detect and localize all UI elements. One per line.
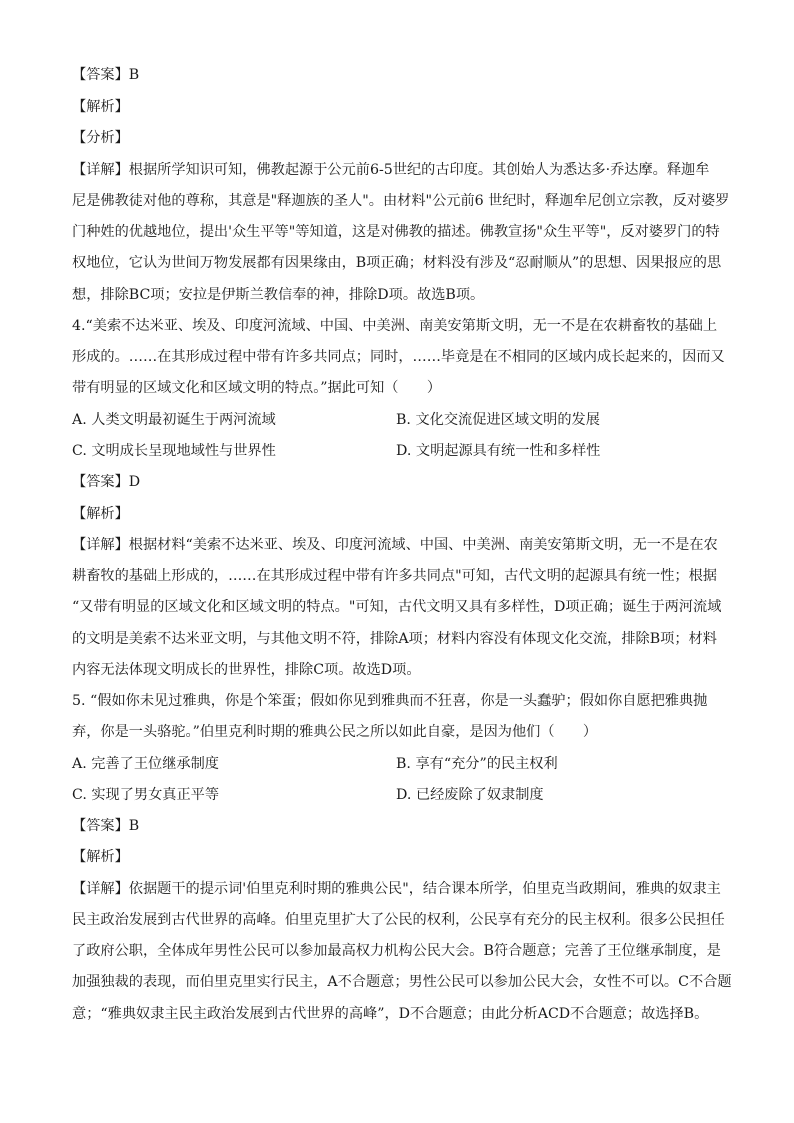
q4-detail-line: “又带有明显的区域文化和区域文明的特点。"可知，古代文明又具有多样性，D项正确；诞生于两河流域 [72,599,722,615]
q5-stem-line: 弃，你是一头骆驼。”伯里克利时期的雅典公民之所以如此自豪，是因为他们（ ） [72,724,598,740]
q3-detail-line: 【详解】根据所学知识可知，佛教起源于公元前6-5世纪的古印度。其创始人为悉达多·乔达摩。释迦牟 [72,162,710,178]
q4-detail-line: 内容无法体现文明成长的世界性，排除C项。故选D项。 [72,662,421,678]
q4-jiexi: 【解析】 [72,506,129,522]
q3-detail-line: 门种姓的优越地位，提出'众生平等"等知道，这是对佛教的描述。佛教宣扬"众生平等"，反对婆罗门的特 [72,224,720,240]
q5-option-d: D. 已经废除了奴隶制度 [396,787,544,803]
q4-stem-line: 带有明显的区域文化和区域文明的特点。”据此可知（ ） [72,380,442,396]
q3-fenxi: 【分析】 [72,130,129,146]
q5-detail-line: 意；“雅典奴隶主民主政治发展到古代世界的高峰”，D不合题意；由此分析ACD不合题意；故选择B。 [72,1006,709,1022]
q5-detail-line: 民主政治发展到古代世界的高峰。伯里克里扩大了公民的权利，公民享有充分的民主权利。很多公民担任 [72,912,725,928]
q5-answer: 【答案】B [72,818,140,834]
q4-stem-line: 4.“美索不达米亚、埃及、印度河流域、中国、中美洲、南美安第斯文明，无一不是在农耕畜牧的基础上 [72,318,718,334]
q5-detail-line: 【详解】依据题干的提示词'伯里克利时期的雅典公民"，结合课本所学，伯里克当政期间，雅典的奴隶主 [72,881,721,897]
q4-option-d: D. 文明起源具有统一性和多样性 [396,443,601,459]
q5-detail-line: 加强独裁的表现，而伯里克里实行民主，A不合题意；男性公民可以参加公民大会，女性不可以。C不合题 [72,974,732,990]
q5-detail-line: 了政府公职，全体成年男性公民可以参加最高权力机构公民大会。B符合题意；完善了王位继承制度，是 [72,943,721,959]
q4-option-b: B. 文化交流促进区域文明的发展 [396,412,600,428]
q5-stem-line: 5. “假如你未见过雅典，你是个笨蛋；假如你见到雅典而不狂喜，你是一头蠢驴；假如你自愿把雅典抛 [72,693,708,709]
q3-detail-line: 权地位，它认为世间万物发展都有因果缘由，B项正确；材料没有涉及“忍耐顺从”的思想、因果报应的思 [72,255,722,271]
q5-option-a: A. 完善了王位继承制度 [72,756,219,772]
q3-answer: 【答案】B [72,67,140,83]
q4-detail-line: 耕畜牧的基础上形成的，……在其形成过程中带有许多共同点"可知，古代文明的起源具有统一性；根据 [72,568,717,584]
q4-option-a: A. 人类文明最初诞生于两河流域 [72,412,276,428]
q4-detail-line: 【详解】根据材料“美索不达米亚、埃及、印度河流域、中国、中美洲、南美安第斯文明，无一不是在农 [72,537,718,553]
q5-jiexi: 【解析】 [72,849,129,865]
q5-option-c: C. 实现了男女真正平等 [72,787,220,803]
q3-detail-line: 尼是佛教徒对他的尊称，其意是"释迦族的圣人"。由材料"公元前6 世纪时，释迦牟尼创立宗教，反对婆罗 [72,193,730,209]
q4-option-c: C. 文明成长呈现地域性与世界性 [72,443,276,459]
q4-detail-line: 的文明是美索不达米亚文明，与其他文明不符，排除A项；材料内容没有体现文化交流，排除B项；材料 [72,631,717,647]
q3-jiexi: 【解析】 [72,99,129,115]
q4-stem-line: 形成的。……在其形成过程中带有许多共同点；同时，……毕竟是在不相同的区域内成长起来的，因而又 [72,349,725,365]
q3-detail-line: 想，排除BC项；安拉是伊斯兰教信奉的神，排除D项。故选B项。 [72,287,485,303]
q4-answer: 【答案】D [72,474,141,490]
q5-option-b: B. 享有“充分”的民主权利 [396,756,558,772]
